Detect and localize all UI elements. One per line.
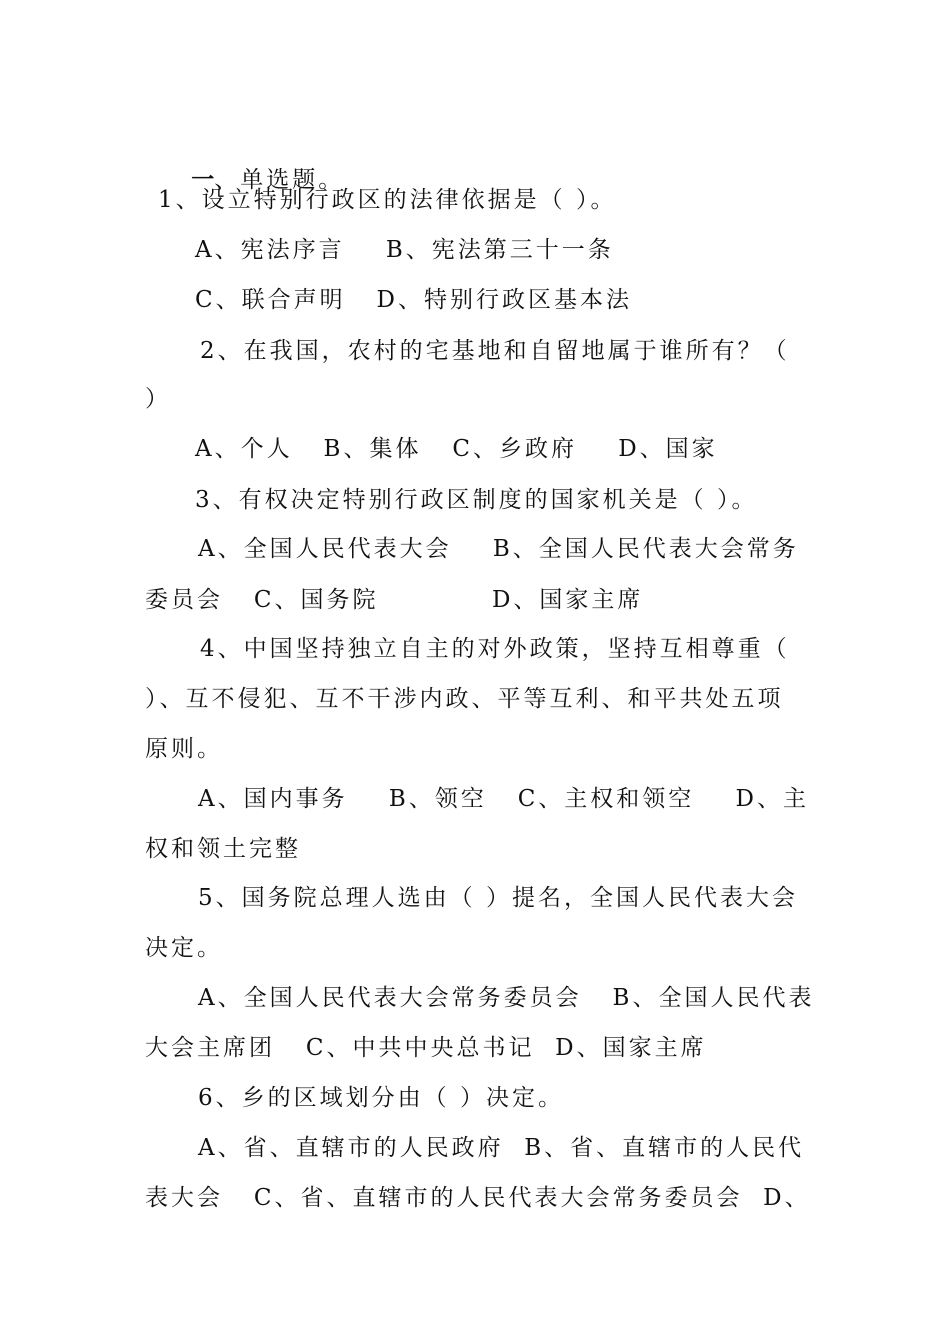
question-2-options: A、个人 B、集体 C、乡政府 D、国家 (195, 436, 718, 462)
question-4-text: 4、中国坚持独立自主的对外政策，坚持互相尊重（ (200, 636, 790, 662)
question-3-text: 3、有权决定特别行政区制度的国家机关是（ ）。 (195, 487, 758, 513)
section-number: 一 (191, 166, 215, 193)
question-6-options: A、省、直辖市的人民政府 B、省、直辖市的人民代 (198, 1135, 805, 1161)
question-1-options-cd: C、联合声明 D、特别行政区基本法 (195, 287, 632, 313)
question-3-options-cont: 委员会 C、国务院 D、国家主席 (145, 587, 644, 613)
question-5-options-cont: 大会主席团 C、中共中央总书记 D、国家主席 (145, 1035, 707, 1061)
question-2-text-cont: ） (145, 386, 171, 412)
question-4-text-cont-2: 原则。 (145, 736, 223, 762)
question-4-options: A、国内事务 B、领空 C、主权和领空 D、主 (198, 786, 809, 812)
question-4-text-cont: ）、互不侵犯、互不干涉内政、平等互利、和平共处五项 (145, 686, 784, 712)
question-6-options-cont: 表大会 C、省、直辖市的人民代表大会常务委员会 D、 (145, 1185, 811, 1211)
question-1-options-ab: A、宪法序言 B、宪法第三十一条 (195, 237, 614, 263)
question-6-text: 6、乡的区域划分由（ ）决定。 (198, 1085, 564, 1111)
section-title: 、单选题。 (214, 167, 345, 193)
question-1-text: 1、设立特别行政区的法律依据是（ ）。 (158, 187, 617, 213)
question-4-options-cont: 权和领土完整 (145, 836, 301, 862)
question-5-text-cont: 决定。 (145, 935, 223, 961)
question-2-text: 2、在我国，农村的宅基地和自留地属于谁所有？（ (200, 338, 790, 364)
question-5-options: A、全国人民代表大会常务委员会 B、全国人民代表 (198, 985, 815, 1011)
question-5-text: 5、国务院总理人选由（ ）提名，全国人民代表大会 (198, 885, 798, 911)
question-3-options: A、全国人民代表大会 B、全国人民代表大会常务 (198, 536, 799, 562)
